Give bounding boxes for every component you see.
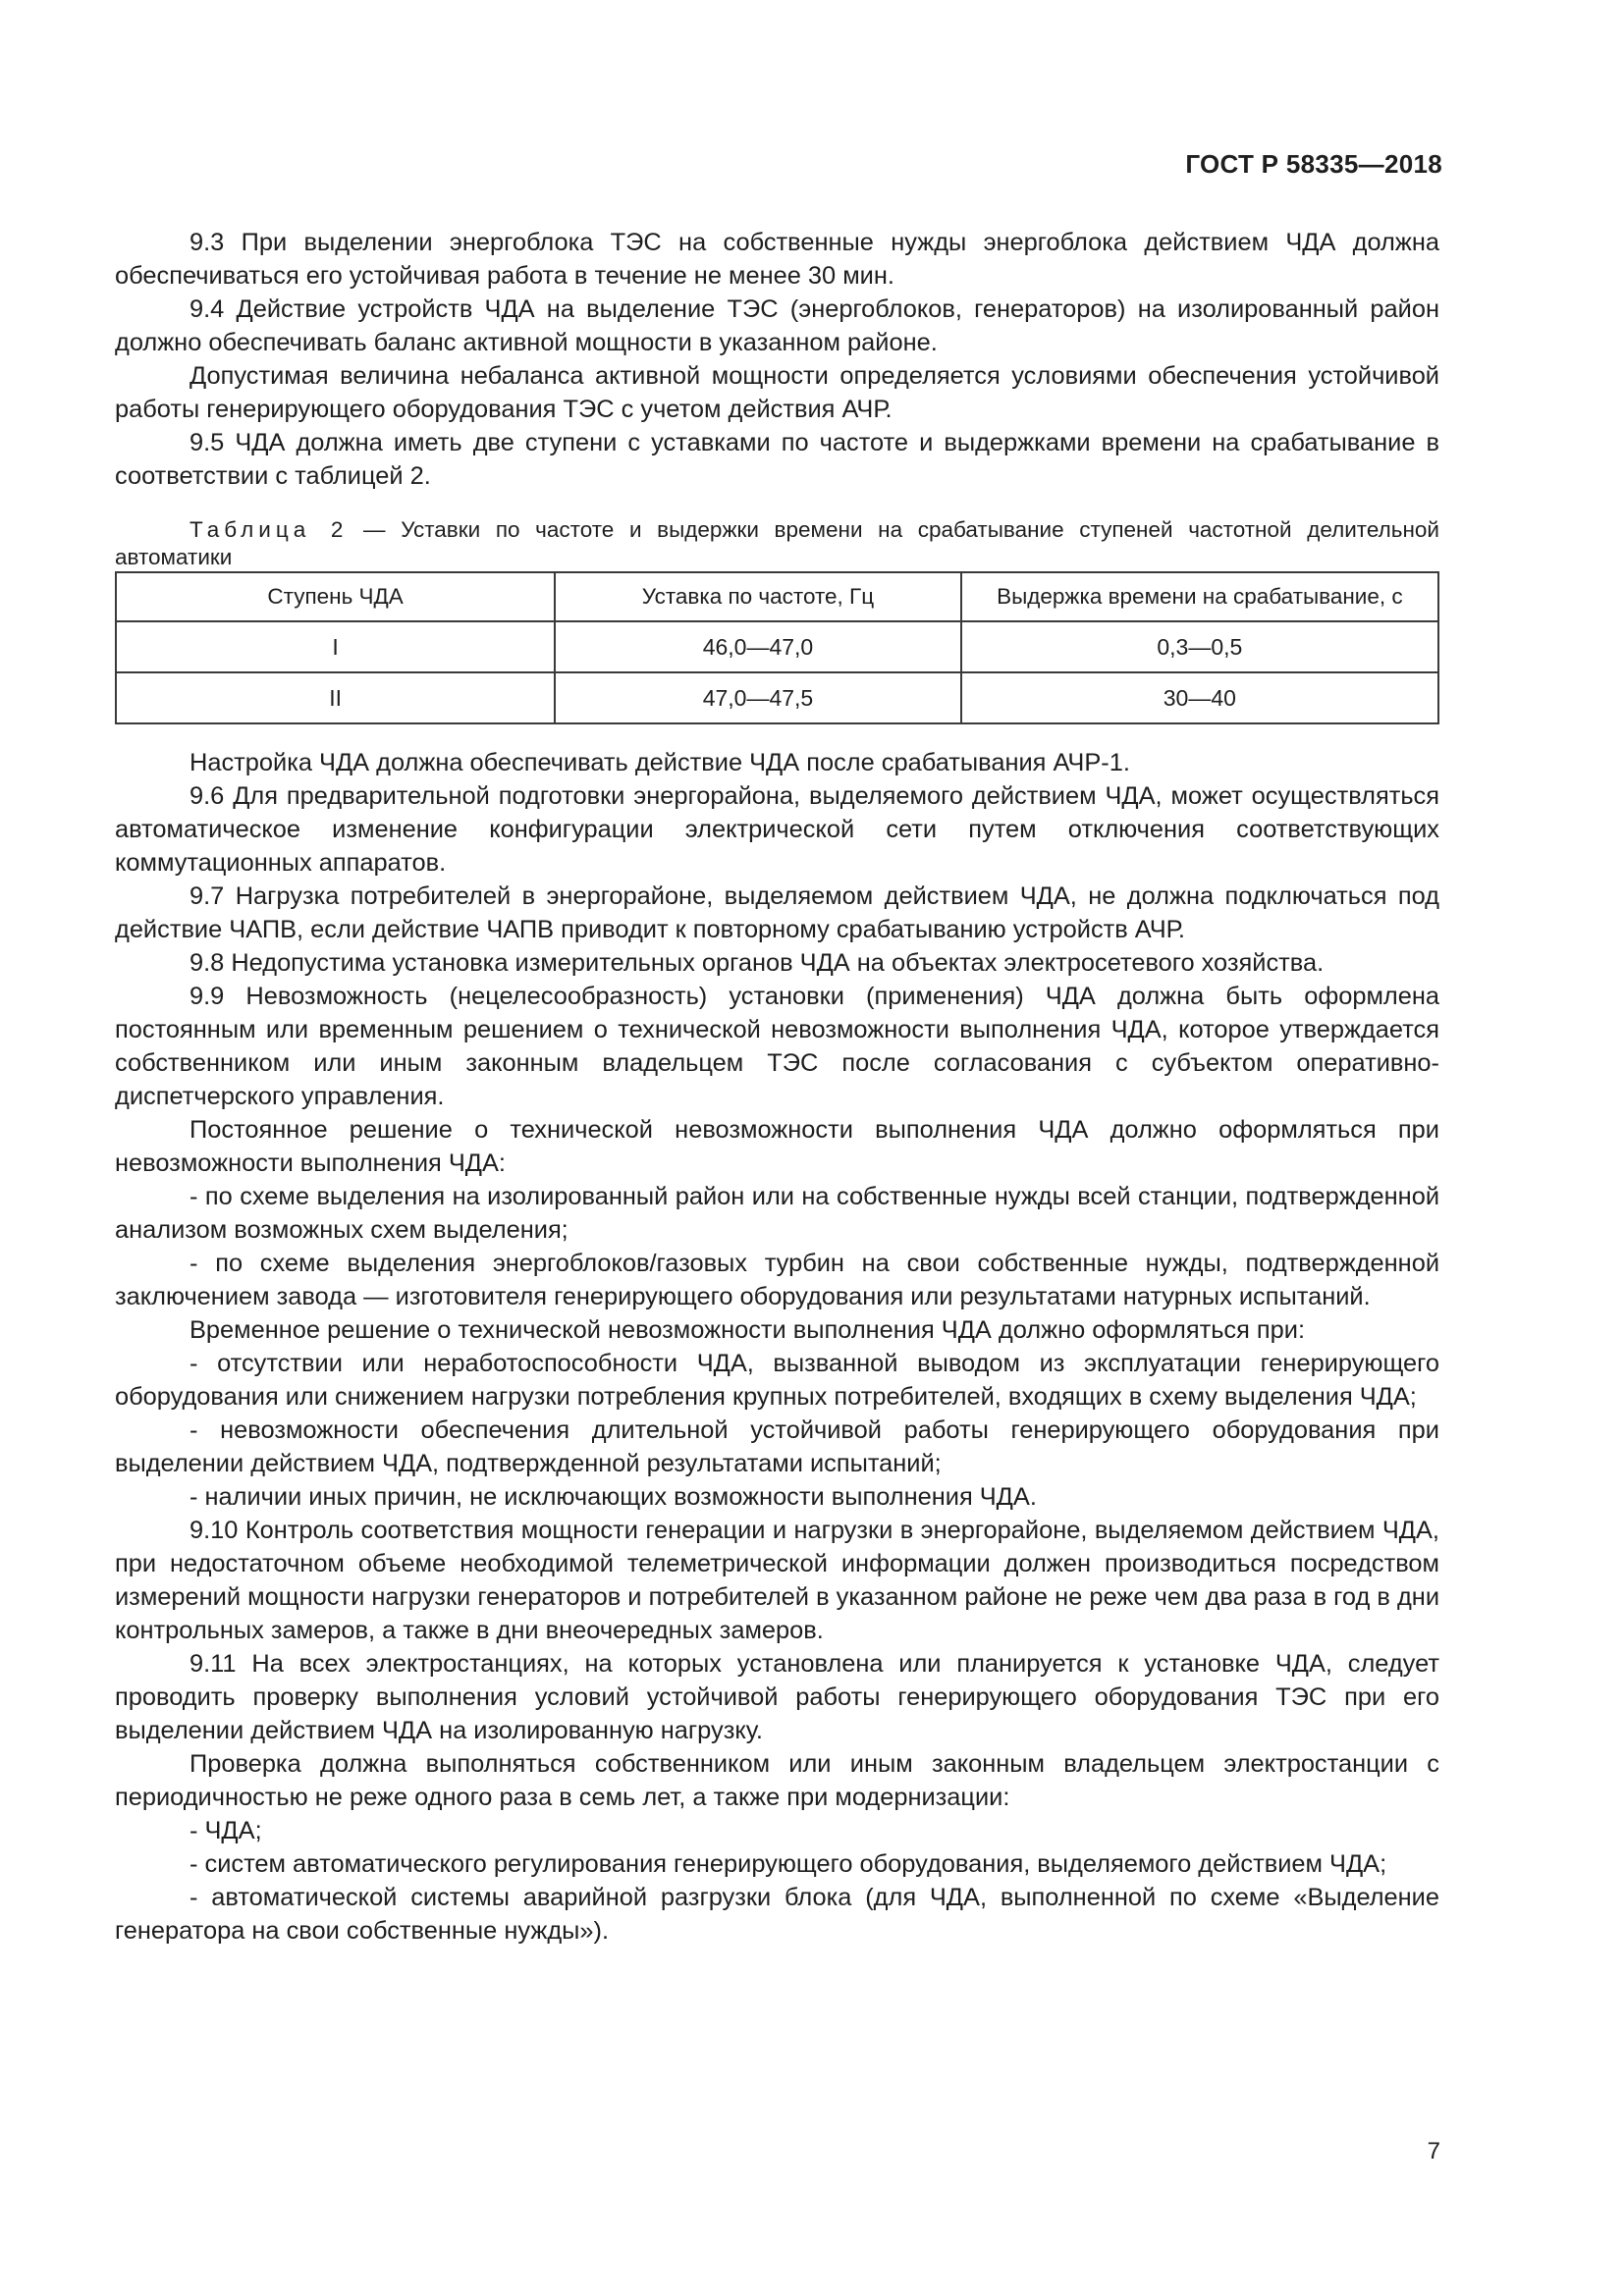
paragraph-9-6: 9.6 Для предварительной подготовки энергорайона, выделяемого действием ЧДА, может осуществляться автоматическое изменение конфигурации электрической сети путем отключения соответствующих коммутационных аппаратов.: [115, 782, 1439, 877]
list-item: - автоматической системы аварийной разгрузки блока (для ЧДА, выполненной по схеме «Выделение генератора на свои собственные нужды»).: [115, 1884, 1439, 1945]
table-cell: 30—40: [961, 672, 1438, 723]
list-item: - по схеме выделения энергоблоков/газовых турбин на свои собственные нужды, подтвержденной заключением завода — изготовителя генерирующего оборудования или результатами натурных испытаний.: [115, 1250, 1439, 1310]
paragraph-9-8: 9.8 Недопустима установка измерительных органов ЧДА на объектах электросетевого хозяйства.: [189, 949, 1325, 977]
paragraph-9-7: 9.7 Нагрузка потребителей в энергорайоне, выделяемом действием ЧДА, не должна подключаться под действие ЧАПВ, если действие ЧАПВ приводит к повторному срабатыванию устройств АЧР.: [115, 882, 1439, 943]
table-cell: 46,0—47,0: [555, 621, 961, 672]
paragraph-9-5: 9.5 ЧДА должна иметь две ступени с уставками по частоте и выдержками времени на срабатывание в соответствии с таблицей 2.: [115, 429, 1439, 490]
list-item: - ЧДА;: [189, 1817, 262, 1844]
table-cell: I: [116, 621, 555, 672]
table-header-cell: Ступень ЧДА: [116, 572, 555, 621]
page-number: 7: [1427, 2138, 1440, 2164]
paragraph-check: Проверка должна выполняться собственником или иным законным владельцем электростанции с периодичностью не реже одного раза в семь лет, а также при модернизации:: [115, 1750, 1439, 1811]
paragraph-permanent-decision: Постоянное решение о технической невозможности выполнения ЧДА должно оформляться при невозможности выполнения ЧДА:: [115, 1116, 1439, 1177]
table-header-row: [116, 572, 1438, 621]
table-header-cell: Выдержка времени на срабатывание, с: [961, 572, 1438, 621]
table-caption: [115, 516, 1439, 571]
document-header: ГОСТ Р 58335—2018: [1185, 149, 1442, 179]
document-body: [115, 226, 1439, 1948]
table-2-block: [115, 516, 1439, 724]
table-caption-label: Таблица 2: [189, 517, 349, 542]
paragraph-9-3: 9.3 При выделении энергоблока ТЭС на собственные нужды энергоблока действием ЧДА должна обеспечиваться его устойчивая работа в течение не менее 30 мин.: [115, 229, 1439, 290]
paragraph-9-10: 9.10 Контроль соответствия мощности генерации и нагрузки в энергорайоне, выделяемом действием ЧДА, при недостаточном объеме необходимой телеметрической информации должен производиться посредством измерений мощности нагрузки генераторов и потребителей в указанном районе не реже чем два раза в год в дни контрольных замеров, а также в дни внеочередных замеров.: [115, 1517, 1439, 1644]
table-header-cell: Уставка по частоте, Гц: [555, 572, 961, 621]
paragraph-temporary-decision: Временное решение о технической невозможности выполнения ЧДА должно оформляться при:: [189, 1316, 1306, 1344]
paragraph-imbalance: Допустимая величина небаланса активной мощности определяется условиями обеспечения устойчивой работы генерирующего оборудования ТЭС с учетом действия АЧР.: [115, 362, 1439, 423]
table-caption-text: — Уставки по частоте и выдержки времени на срабатывание ступеней частотной делительной автоматики: [115, 517, 1439, 569]
paragraph-setting: Настройка ЧДА должна обеспечивать действие ЧДА после срабатывания АЧР-1.: [189, 749, 1130, 776]
settings-table: [115, 571, 1439, 724]
list-item: - отсутствии или неработоспособности ЧДА, вызванной выводом из эксплуатации генерирующего оборудования или снижением нагрузки потребления крупных потребителей, входящих в схему выделения ЧДА;: [115, 1350, 1439, 1411]
list-item: - наличии иных причин, не исключающих возможности выполнения ЧДА.: [189, 1483, 1037, 1511]
table-cell: II: [116, 672, 555, 723]
paragraph-9-11: 9.11 На всех электростанциях, на которых установлена или планируется к установке ЧДА, следует проводить проверку выполнения условий устойчивой работы генерирующего оборудования ТЭС при его выделении действием ЧДА на изолированную нагрузку.: [115, 1650, 1439, 1744]
list-item: - невозможности обеспечения длительной устойчивой работы генерирующего оборудования при выделении действием ЧДА, подтвержденной результатами испытаний;: [115, 1416, 1439, 1477]
list-item: - систем автоматического регулирования генерирующего оборудования, выделяемого действием ЧДА;: [189, 1850, 1387, 1878]
table-row: [116, 621, 1438, 672]
list-item: - по схеме выделения на изолированный район или на собственные нужды всей станции, подтвержденной анализом возможных схем выделения;: [115, 1183, 1439, 1244]
paragraph-9-9: 9.9 Невозможность (нецелесообразность) установки (применения) ЧДА должна быть оформлена постоянным или временным решением о технической невозможности выполнения ЧДА, которое утверждается собственником или иным законным владельцем ТЭС после согласования с субъектом оперативно-диспетчерского управления.: [115, 983, 1439, 1110]
table-cell: 47,0—47,5: [555, 672, 961, 723]
table-row: [116, 672, 1438, 723]
table-cell: 0,3—0,5: [961, 621, 1438, 672]
paragraph-9-4: 9.4 Действие устройств ЧДА на выделение ТЭС (энергоблоков, генераторов) на изолированный район должно обеспечивать баланс активной мощности в указанном районе.: [115, 295, 1439, 356]
